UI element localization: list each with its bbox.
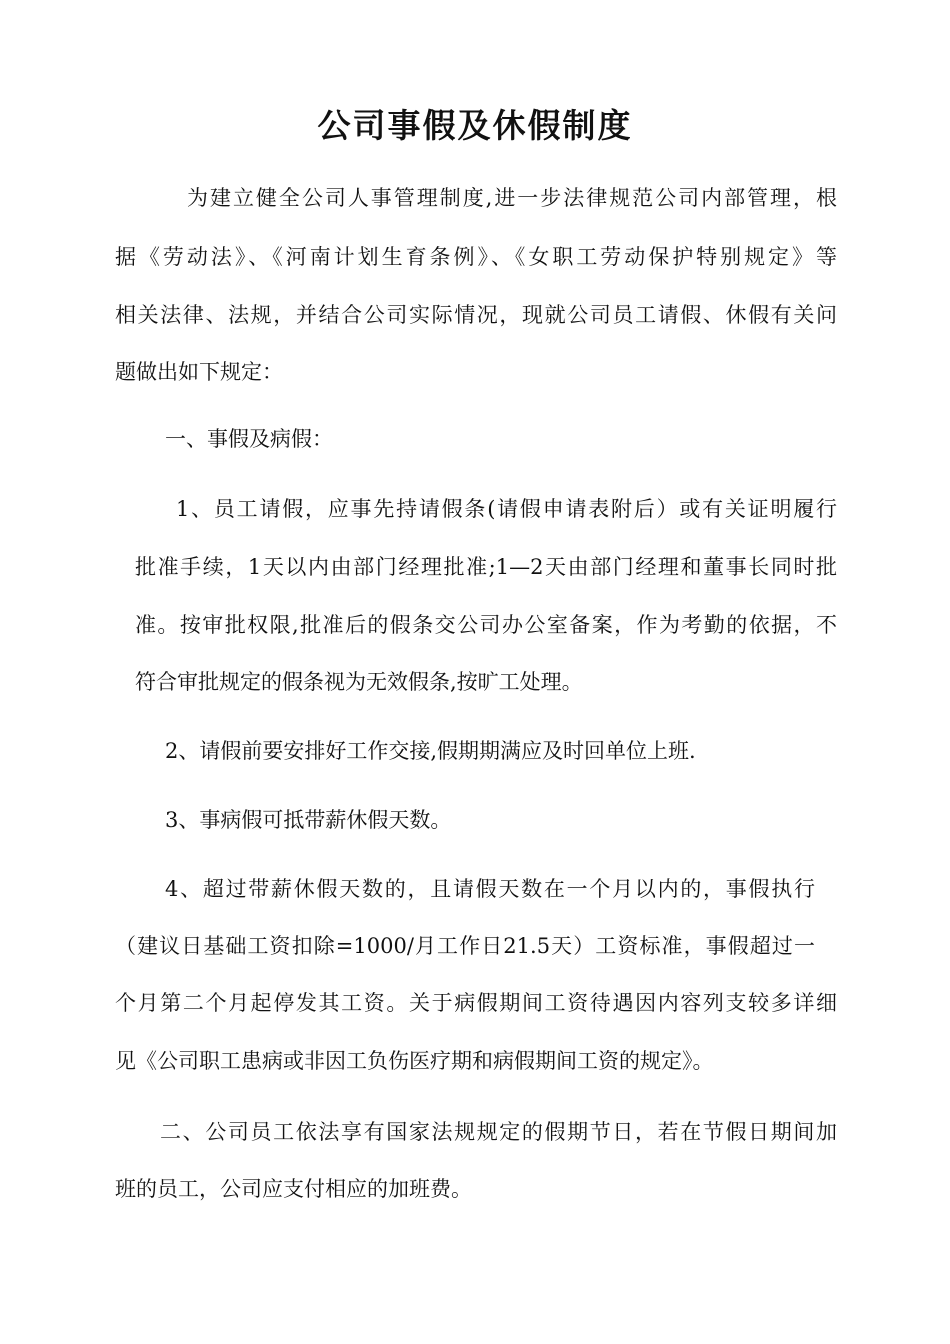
item4-line-4: 见《公司职工患病或非因工负伤医疗期和病假期间工资的规定》。 — [115, 1049, 714, 1073]
section2-line-1: 二、公司员工依法享有国家法规规定的假期节日，若在节假日期间加 — [160, 1120, 837, 1144]
intro-line-2: 据《劳动法》、《河南计划生育条例》、《女职工劳动保护特别规定》等 — [115, 245, 837, 269]
item1-line-4: 符合审批规定的假条视为无效假条,按旷工处理。 — [135, 670, 583, 694]
item1-line-2: 批准手续，1天以内由部门经理批准;1—2天由部门经理和董事长同时批 — [135, 555, 837, 579]
item2-text: 2、请假前要安排好工作交接,假期期满应及时回单位上班. — [165, 739, 696, 763]
item3-text: 3、事病假可抵带薪休假天数。 — [165, 808, 452, 832]
intro-line-1: 为建立健全公司人事管理制度,进一步法律规范公司内部管理，根 — [187, 186, 837, 210]
item4-line-3: 个月第二个月起停发其工资。关于病假期间工资待遇因内容列支较多详细 — [115, 991, 837, 1015]
intro-line-3: 相关法律、法规，并结合公司实际情况，现就公司员工请假、休假有关问 — [115, 303, 837, 327]
document-title: 公司事假及休假制度 — [317, 106, 633, 145]
section-heading-1: 一、事假及病假： — [165, 427, 333, 451]
item1-line-3: 准。按审批权限,批准后的假条交公司办公室备案，作为考勤的依据，不 — [135, 613, 837, 637]
item1-line-1: 1、员工请假，应事先持请假条(请假申请表附后）或有关证明履行 — [176, 497, 837, 521]
intro-line-4: 题做出如下规定： — [115, 360, 283, 384]
item4-line-1: 4、超过带薪休假天数的，且请假天数在一个月以内的，事假执行 — [165, 877, 815, 901]
item4-line-2: （建议日基础工资扣除=1000/月工作日21.5天）工资标准，事假超过一 — [115, 934, 815, 958]
section2-line-2: 班的员工，公司应支付相应的加班费。 — [115, 1177, 472, 1201]
